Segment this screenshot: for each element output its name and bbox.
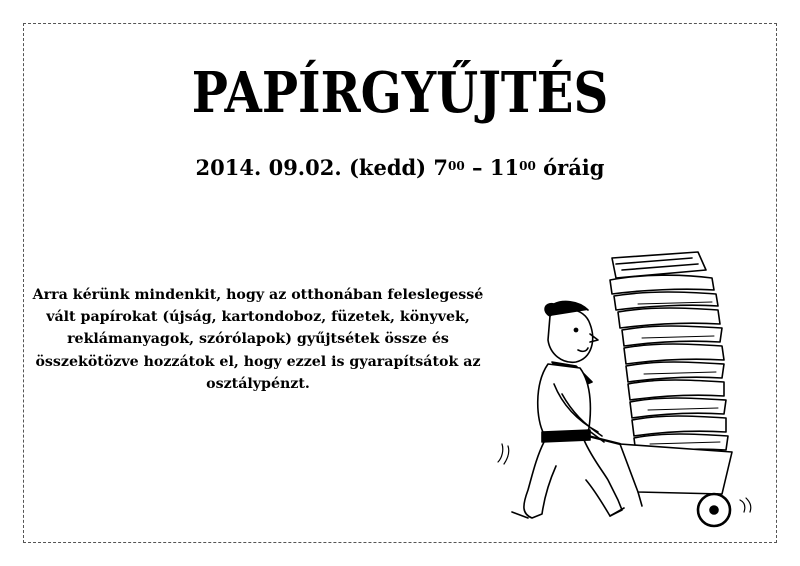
paper-stack	[610, 252, 728, 454]
poster-body-text: Arra kérünk mindenkit, hogy az otthonában feleslegessé vált papírokat (újság, kartondoboz, füzetek, könyvek, reklámanyagok, szórólapok) gyűjtsétek össze és összekötözve hozzátok el, hogy ezzel is gyarapítsátok az osztálypénzt.	[32, 287, 484, 392]
poster-title: PAPÍRGYŰJTÉS	[191, 60, 609, 126]
boy-figure	[512, 302, 624, 518]
end-time-minutes: 00	[519, 159, 536, 173]
motion-lines-right	[740, 498, 751, 512]
date-prefix: 2014. 09.02. (kedd) 7	[195, 155, 449, 180]
time-separator: – 11	[464, 155, 520, 180]
boy-pushing-wheelbarrow-of-papers-icon	[492, 244, 772, 534]
event-date-time	[0, 154, 800, 182]
date-suffix: óráig	[535, 155, 605, 180]
motion-lines-left	[498, 444, 509, 464]
start-time-minutes: 00	[448, 159, 465, 173]
